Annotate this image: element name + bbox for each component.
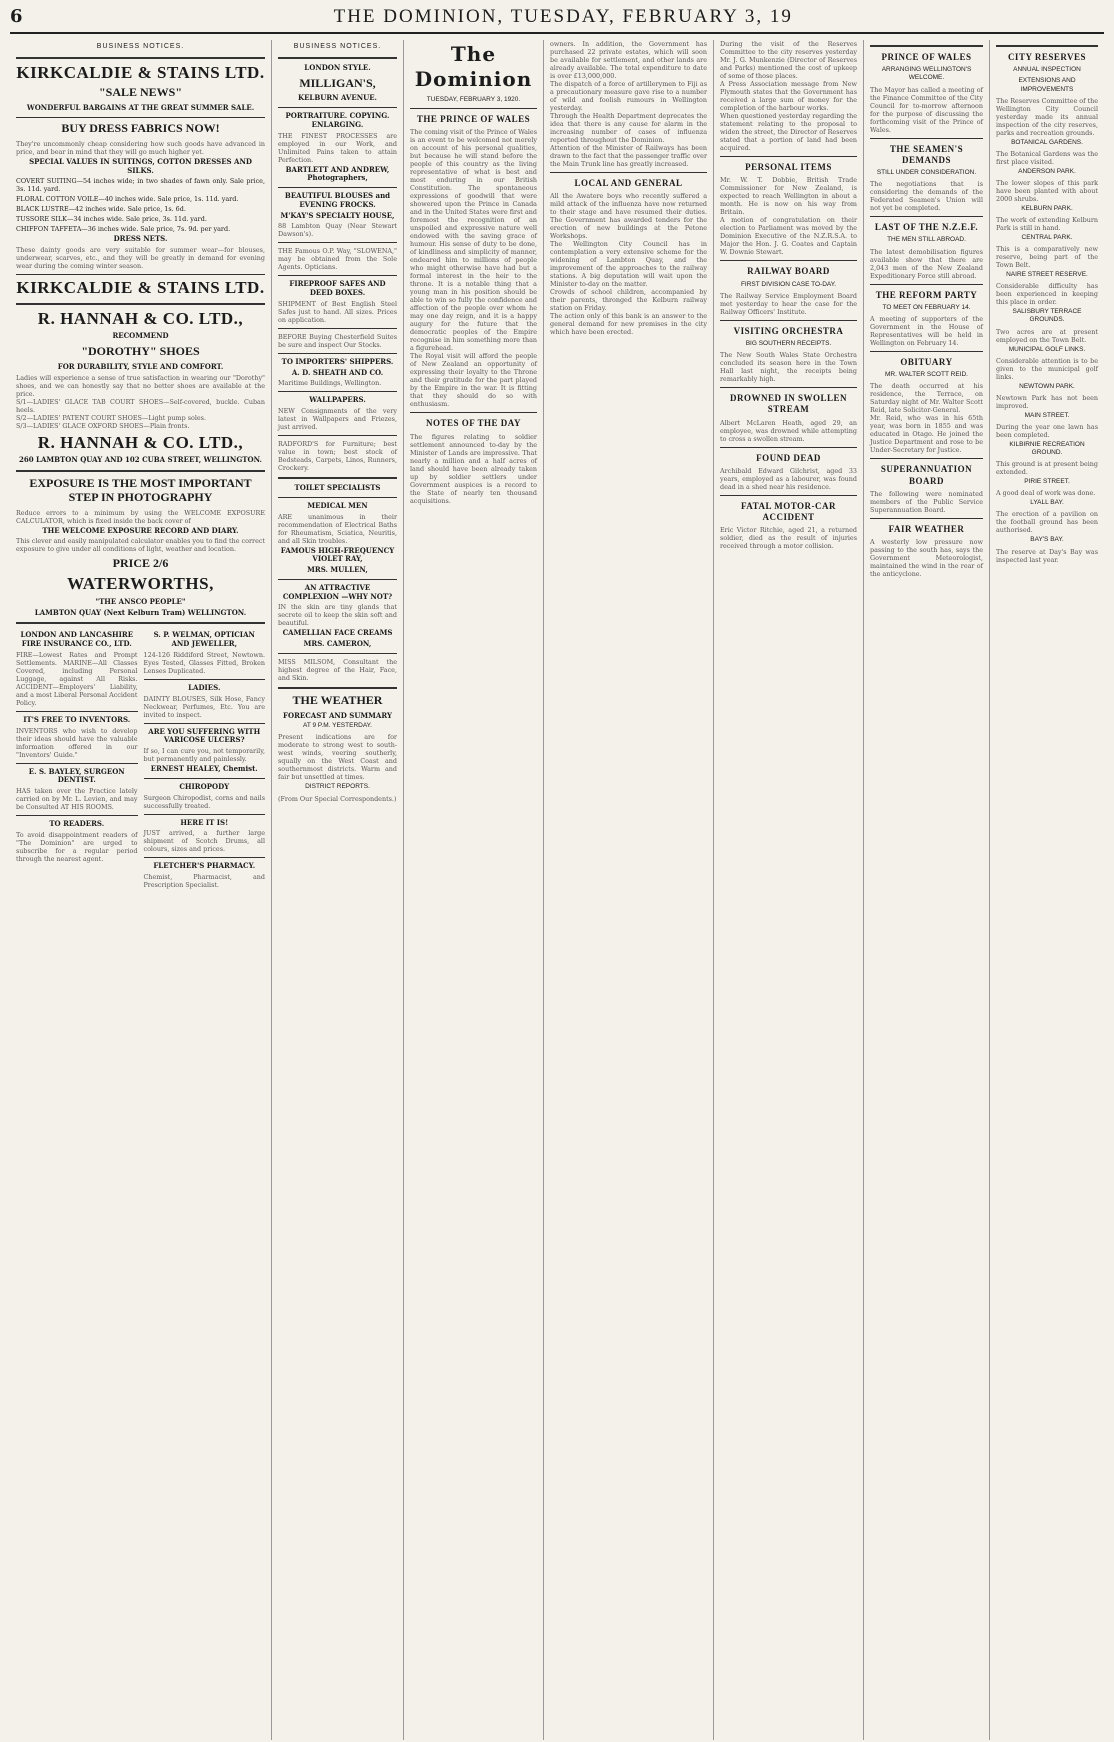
kirk-item: TUSSORE SILK—34 inches wide. Sale price, 3s. 11d. yard. (16, 215, 207, 224)
exposure-sub: THE WELCOME EXPOSURE RECORD AND DIARY. (42, 525, 239, 535)
pirie: PIRIE STREET. (1024, 478, 1070, 486)
toilet: TOILET SPECIALISTS (294, 483, 381, 493)
camellian: CAMELLIAN FACE CREAMS (282, 628, 393, 638)
kirkcaldie-buy: BUY DRESS FABRICS NOW! (61, 120, 220, 135)
kirk-item: BLACK LUSTRE—42 inches wide. Sale price, 1s. 6d. (16, 205, 186, 214)
kirk-item: FLORAL COTTON VOILE—40 inches wide. Sale price, 1s. 11d. yard. (16, 195, 239, 204)
kirkcaldie-sale: "SALE NEWS" (98, 85, 182, 100)
city-sub-2: EXTENSIONS AND IMPROVEMENTS (1018, 77, 1076, 93)
lancashire-title: LONDON AND LANCASHIRE FIRE INSURANCE CO., LTD. (20, 630, 134, 649)
drowned-title: DROWNED IN SWOLLEN STREAM (729, 393, 848, 415)
mullen: MRS. MULLEN, (307, 565, 368, 575)
weather-title: THE WEATHER (292, 692, 383, 707)
readers-title: TO READERS. (49, 819, 105, 829)
fair-weather-title: FAIR WEATHER (888, 523, 965, 534)
bayley-title: E. S. BAYLEY, SURGEON DENTIST. (28, 766, 125, 785)
salisbury: SALISBURY TERRACE GROUNDS. (1012, 308, 1082, 324)
kirk-item: CHIFFON TAFFETA—36 inches wide. Sale price, 7s. 9d. per yard. (16, 225, 231, 234)
london-style: LONDON STYLE. (304, 62, 371, 72)
wallpapers: WALLPAPERS. (309, 395, 366, 405)
main-street: MAIN STREET. (1024, 411, 1070, 419)
kirkcaldie-title: KIRKCALDIE & STAINS LTD. (16, 62, 265, 82)
chiropody-title: CHIROPODY (179, 781, 230, 791)
railway-sub: FIRST DIVISION CASE TO-DAY. (740, 280, 837, 288)
seamen-title: THE SEAMEN'S DEMANDS (889, 143, 964, 165)
editorial-date: TUESDAY, FEBRUARY 3, 1920. (426, 96, 521, 103)
district-reports: DISTRICT REPORTS. (305, 783, 370, 791)
kirkcaldie-tagline: WONDERFUL BARGAINS AT THE GREAT SUMMER SALE. (26, 103, 255, 113)
waterworths-address: LAMBTON QUAY (Next Kelburn Tram) WELLINGTON. (34, 607, 247, 617)
here-title: HERE IT IS! (180, 817, 229, 827)
nzef-title: LAST OF THE N.Z.E.F. (874, 222, 979, 233)
visiting-title: VISITING ORCHESTRA (733, 325, 844, 336)
prince-column: PRINCE OF WALES ARRANGING WELLINGTON'S WELCOME. The Mayor has called a meeting of the Finance Committee of the City Council for to-morrow afternoon for the purpose of discussing the forthcoming visit of the Prince of Wales. THE SEAMEN'S DEMANDS STILL UNDER CONSIDERATION. The negotiations that is considering the demands of the Federated Seamen's Union will not yet be completed. LAST OF THE N.Z.E.F. THE MEN STILL ABROAD. The latest demobilisation figures available show that there are 2,043 men of the New Zealand Expeditionary Force still abroad. THE REFORM PARTY TO MEET ON FEBRUARY 14. A meeting of supporters of the Government in the House of Representatives will be held in Wellington on February 14. OBITUARY MR. WALTER SCOTT REID. The death occurred at his residence, the Terrace, on Saturday night of Mr. Walter Scott Reid, late Solicitor-General. Mr. Reid, who was in his 65th year, was born in 1855 and was educated in Otago. He joined the Justice Department and rose to be Under-Secretary for Justice. SUPERANNUATION BOARD The following were nominated members of the Public Service Superannuation Board. FAIR WEATHER A westerly low pressure now passing to the south has, says the Government Meteorologist, maintained the wind in the rear of the anticyclone. (864, 40, 990, 1740)
fletcher-title: FLETCHER'S PHARMACY. (153, 861, 256, 871)
personal-title: PERSONAL ITEMS (745, 162, 832, 172)
newtown: NEWTOWN PARK. (1019, 382, 1075, 390)
masthead (10, 6, 1104, 34)
editorial-lead-title: THE PRINCE OF WALES (416, 114, 531, 125)
hannah-recommend: RECOMMEND (112, 331, 169, 341)
kelburn-park: KELBURN PARK. (1021, 204, 1073, 212)
varicose-title: ARE YOU SUFFERING WITH VARICOSE ULCERS? (148, 726, 261, 745)
railway-title: RAILWAY BOARD (747, 266, 830, 277)
business-notices-column-2: BUSINESS NOTICES. LONDON STYLE. MILLIGAN'S, KELBURN AVENUE. PORTRAITURE. COPYING. ENLARGING. THE FINEST PROCESSES are employed in our Work, and Unlimited Pains taken to attain Perfection. BARTLETT AND ANDREW, Photographers, BEAUTIFUL BLOUSES and EVENING FROCKS. M'KAY'S SPECIALTY HOUSE, 88 Lambton Quay (Near Stewart Dawson's). THE Famous O.P. Way, "SLOWENA," may be obtained from the Sole Agents. Opticians. FIREPROOF SAFES AND DEED BOXES. SHIPMENT of Best English Steel Safes just to hand. All sizes. Prices on application. BEFORE Buying Chesterfield Suites be sure and inspect Our Stocks. TO IMPORTERS' SHIPPERS. A. D. SHEATH AND CO. Maritime Buildings, Wellington. WALLPAPERS. NEW Consignments of the very latest in Wallpapers and Friezes, just arrived. RADFORD'S for Furniture; best value in town; best stock of Bedsteads, Carpets, Linos, Runners, Crockery. TOILET SPECIALISTS MEDICAL MEN ARE unanimous in their recommendation of Electrical Baths for Rheumatism, Sciatica, Neuritis, and all Skin troubles. FAMOUS HIGH-FREQUENCY VIOLET RAY, MRS. MULLEN, AN ATTRACTIVE COMPLEXION —WHY NOT? IN the skin are tiny glands that secrete oil to keep the skin soft and beautiful. CAMELLIAN FACE CREAMS MRS. CAMERON, MISS MILSOM, Consultant the highest degree of the Hair, Face, and Skin. THE WEATHER FORECAST AND SUMMARY AT 9 P.M. YESTERDAY. Present indications are for moderate to strong west to south-west winds, veering southerly, squally on the West Coast and southernmost districts. Warm and fair but unsettled at times. DISTRICT REPORTS. (From Our Special Correspondents.) (272, 40, 404, 1740)
cameron: MRS. CAMERON, (303, 639, 372, 649)
obituary-title: OBITUARY (900, 356, 953, 367)
nzef-sub: THE MEN STILL ABROAD. (887, 236, 966, 244)
editorial-column: The Dominion TUESDAY, FEBRUARY 3, 1920. THE PRINCE OF WALES The coming visit of the Prince of Wales is an event to be welcomed not merely on account of his personal qualities, but because he will stand before the people of this country as the living representative of what is best and most enduring in our British Constitution. The spontaneous expressions of goodwill that were showered upon the Prince in Canada and in the United States were first and foremost the recognition of an unspoiled and expressive nature well endowed with the saving grace of humour. His sense of duty to be done, of kindliness and simplicity of manner, endeared him to millions of people who might otherwise have had but a formal interest in the heir to the throne. It is a notable thing that a young man in his position should be able to win so fully the confidence and affection of the people over whom he may one day reign, and it is a happy augury for the future that the democratic peoples of the Empire recognise in him something more than a figurehead. The Royal visit will afford the people of New Zealand an opportunity of expressing their loyalty to the Throne and their gratitude for the part played by the Empire in the war. It is fitting that they should do so with enthusiasm. NOTES OF THE DAY The figures relating to soldier settlement announced to-day by the Minister of Lands are impressive. That nearly a million and a half acres of land should have been already taken up by soldier settlers under Government auspices is a record to the State of nearly ten thousand acquisitions. (404, 40, 544, 1740)
waterworths: WATERWORTHS, (67, 574, 214, 594)
masthead-title: THE DOMINION, TUESDAY, FEBRUARY 3, 19 (333, 6, 793, 27)
hannah-title-2: R. HANNAH & CO. LTD., (37, 432, 244, 452)
exposure-price: PRICE 2/6 (112, 556, 169, 571)
news-column: owners. In addition, the Government has purchased 22 private estates, which will soon be available for settlement, and other lands are already available. The total expenditure to date is over £13,000,000. The dispatch of a force of artillerymen to Fiji as a precautionary measure gave rise to a number of wild and foolish rumours in Wellington yesterday. Through the Health Department deprecates the idea that there is any cause for alarm in the increasing number of cases of influenza reported throughout the Dominion. Attention of the Minister of Railways has been drawn to the fact that the passenger traffic over the Main Trunk line has greatly increased. LOCAL AND GENERAL All the Awatere boys who recently suffered a mild attack of the influenza have now returned to their stage and have resumed their duties. The Government has awarded tenders for the erection of new buildings at the Petone Workshops. The Wellington City Council has in contemplation a very extensive scheme for the widening of Lambton Quay, and the improvement of the approaches to the railway stations. A big deputation will wait upon the Minister to-day on the matter. Crowds of school children, accompanied by their parents, thronged the Kelburn railway station on Friday. The action only of this bank is an answer to the general demand for new premises in the city which have been erected. (544, 40, 714, 1740)
notes-title: NOTES OF THE DAY (426, 418, 521, 429)
kelburn: KELBURN AVENUE. (298, 93, 377, 103)
sheath: A. D. SHEATH AND CO. (291, 367, 384, 377)
kilbirnie: KILBIRNIE RECREATION GROUND. (1009, 440, 1085, 456)
hannah-shoes: "DOROTHY" SHOES (81, 344, 200, 359)
importers: TO IMPORTERS' SHIPPERS. (281, 356, 394, 366)
reform-title: THE REFORM PARTY (875, 289, 978, 300)
page-number: 6 (10, 6, 23, 27)
optician-title: S. P. WELMAN, OPTICIAN AND JEWELLER, (153, 630, 255, 649)
naire: NAIRE STREET RESERVE. (1006, 271, 1088, 279)
weather-sub: FORECAST AND SUMMARY (283, 710, 392, 720)
kirk-item: COVERT SUITING—54 inches wide; in two shades of fawn only. Sale price, 3s. 11d. yard. (16, 177, 265, 194)
fatal-title: FATAL MOTOR-CAR ACCIDENT (740, 500, 837, 522)
section-label-2: BUSINESS NOTICES. (293, 43, 382, 50)
hannah-tagline: FOR DURABILITY, STYLE AND COMFORT. (57, 361, 224, 371)
obituary-sub: MR. WALTER SCOTT REID. (885, 371, 968, 379)
city-title: CITY RESERVES (1007, 52, 1087, 62)
found-dead-title: FOUND DEAD (756, 452, 821, 463)
lyall-bay: LYALL BAY. (1030, 499, 1064, 507)
local-general-title: LOCAL AND GENERAL (574, 178, 683, 188)
golf: MUNICIPAL GOLF LINKS. (1008, 345, 1086, 353)
mckays: M'KAY'S SPECIALTY HOUSE, (280, 210, 395, 220)
healey: ERNEST HEALEY, Chemist. (150, 764, 258, 774)
section-label: BUSINESS NOTICES. (96, 43, 185, 50)
bartlett: BARTLETT AND ANDREW, Photographers, (285, 164, 390, 183)
violet: FAMOUS HIGH-FREQUENCY VIOLET RAY, (280, 545, 395, 564)
ladies-title: LADIES. (188, 682, 221, 692)
seamen-sub: STILL UNDER CONSIDERATION. (876, 169, 977, 176)
business-notices-column: BUSINESS NOTICES. KIRKCALDIE & STAINS LTD. "SALE NEWS" WONDERFUL BARGAINS AT THE GREAT SUMMER SALE. BUY DRESS FABRICS NOW! They're uncommonly cheap considering how such goods have advanced in price, and bear in mind that they will go much higher yet. SPECIAL VALUES IN SUITINGS, COTTON DRESSES AND SILKS. COVERT SUITING—54 inches wide; in two shades of fawn only. Sale price, 3s. 11d. yard. FLORAL COTTON VOILE—40 inches wide. Sale price, 1s. 11d. yard. BLACK LUSTRE—42 inches wide. Sale price, 1s. 6d. TUSSORE SILK—34 inches wide. Sale price, 3s. 11d. yard. CHIFFON TAFFETA—36 inches wide. Sale price, 7s. 9d. per yard. DRESS NETS. These dainty goods are very suitable for summer wear—for blouses, underwear, scarves, etc., and they will be greatly in demand for evening wear during the coming winter season. KIRKCALDIE & STAINS LTD. R. HANNAH & CO. LTD., RECOMMEND "DOROTHY" SHOES FOR DURABILITY, STYLE AND COMFORT. Ladies will experience a sense of true satisfaction in wearing our "Dorothy" shoes, and we can honestly say that no better shoes are available at the price. S/1—LADIES' GLACE TAB COURT SHOES—Self-covered, buckle. Cuban heels. S/2—LADIES' PATENT COURT SHOES—Light pump soles. S/3—LADIES' GLACE OXFORD SHOES—Plain fronts. R. HANNAH & CO. LTD., 260 LAMBTON QUAY AND 102 CUBA STREET, WELLINGTON. EXPOSURE IS THE MOST IMPORTANT STEP IN PHOTOGRAPHY Reduce errors to a minimum by using the WELCOME EXPOSURE CALCULATOR, which is fixed inside the back cover of THE WELCOME EXPOSURE RECORD AND DIARY. This clever and easily manipulated calculator enables you to find the correct exposure to give under all conditions of light, weather and location. PRICE 2/6 WATERWORTHS, "THE ANSCO PEOPLE" LAMBTON QUAY (Next Kelburn Tram) WELLINGTON. LONDON AND LANCASHIRE FIRE INSURANCE CO., LTD. FIRE—Lowest Rates and Prompt Settlements. MARINE—All Classes Covered, including Personal Luggage, against All Risks. ACCIDENT—Employers' Liability, and a most Liberal Personal Accident Policy. IT'S FREE TO INVENTORS. INVENTORS who wish to develop their ideas should have the valuable information offered in our "Inventors' Guide." E. S. BAYLEY, SURGEON DENTIST. HAS taken over the Practice lately carried on by Mr. L. Levien, and may be Consulted AT HIS ROOMS. TO READERS. To avoid disappointment readers of "The Dominion" are urged to subscribe for a regular period through the nearest agent. S. P. WELMAN, OPTICIAN AND JEWELLER, 124-126 Riddiford Street, Newtown. Eyes Tested, Glasses Fitted, Broken Lenses Duplicated. LADIES. DAINTY BLOUSES, Silk Hose, Fancy Neckwear, Perfumes, Etc. You are invited to inspect. ARE YOU SUFFERING WITH VARICOSE ULCERS? If so, I can cure you, not temporarily, but permanently and painlessly. ERNEST HEALEY, Chemist. CHIROPODY Surgeon Chiropodist, corns and nails successfully treated. HERE IT IS! JUST arrived, a further large shipment of Scotch Drums, all colours, sizes and prices. FLETCHER'S PHARMACY. Chemist, Pharmacist, and Prescription Specialist. (10, 40, 272, 1740)
milligan: MILLIGAN'S, (299, 75, 376, 90)
hannah-title: R. HANNAH & CO. LTD., (37, 308, 244, 328)
exposure-title: EXPOSURE IS THE MOST IMPORTANT STEP IN PHOTOGRAPHY (29, 476, 252, 504)
inventors-title: IT'S FREE TO INVENTORS. (23, 714, 131, 724)
blouses: BEAUTIFUL BLOUSES and EVENING FROCKS. (284, 191, 391, 209)
reform-sub: TO MEET ON FEBRUARY 14. (882, 303, 971, 311)
fireproof: FIREPROOF SAFES AND DEED BOXES. (289, 279, 386, 298)
visiting-sub: BIG SOUTHERN RECEIPTS. (745, 339, 832, 347)
attractive: AN ATTRACTIVE COMPLEXION —WHY NOT? (282, 582, 393, 601)
city-sub: ANNUAL INSPECTION (1013, 66, 1081, 74)
anderson: ANDERSON PARK. (1018, 167, 1076, 175)
kirkcaldie-special: SPECIAL VALUES IN SUITINGS, COTTON DRESSES AND SILKS. (29, 156, 252, 175)
news-column-2: During the visit of the Reserves Committee to the city reserves yesterday Mr. J. G. Munkenzie (Director of Reserves and Parks) mentioned the cost of upkeep of some of those places. A Press Association message from New Plymouth states that the Government has received a large sum of money for the completion of the harbour works. When questioned yesterday regarding the statement relating to the proposal to widen the street, the Director of Reserves stated that a portion of land had been acquired. PERSONAL ITEMS Mr. W. T. Dobbie, British Trade Commissioner for New Zealand, is expected to reach Wellington in about a month. He is now on his way from Britain. A motion of congratulation on their election to Parliament was moved by the Dominion Executive of the N.Z.R.S.A. to Major the Hon. J. G. Coates and Captain W. Downie Stewart. RAILWAY BOARD FIRST DIVISION CASE TO-DAY. The Railway Service Employment Board met yesterday to hear the case for the Railway Officers' Institute. VISITING ORCHESTRA BIG SOUTHERN RECEIPTS. The New South Wales State Orchestra concluded its season here in the Town Hall last night, the receipts being remarkably high. DROWNED IN SWOLLEN STREAM Albert McLaren Heath, aged 29, an employee, was drowned while attempting to cross a swollen stream. FOUND DEAD Archibald Edward Gilchrist, aged 33 years, employed as a labourer, was found dead in a shed near his residence. FATAL MOTOR-CAR ACCIDENT Eric Victor Ritchie, aged 21, a returned soldier, died as the result of injuries received through a motor collision. (714, 40, 864, 1740)
weather-time: AT 9 P.M. YESTERDAY. (302, 722, 372, 730)
bays-bay: BAY'S BAY. (1030, 536, 1064, 544)
superannuation-title: SUPERANNUATION BOARD (880, 464, 973, 486)
medical: MEDICAL MEN (307, 500, 368, 510)
botanical: BOTANICAL GARDENS. (1011, 138, 1083, 146)
central-park: CENTRAL PARK. (1021, 234, 1073, 241)
waterworths-tag: "THE ANSCO PEOPLE" (95, 596, 186, 606)
prince-sub: ARRANGING WELLINGTON'S WELCOME. (881, 66, 972, 82)
prince-title: PRINCE OF WALES (881, 52, 972, 62)
hannah-address: 260 LAMBTON QUAY AND 102 CUBA STREET, WELLINGTON. (18, 455, 262, 465)
city-reserves-column: CITY RESERVES ANNUAL INSPECTION EXTENSIONS AND IMPROVEMENTS The Reserves Committee of the Wellington City Council yesterday made its annual inspection of the city reserves, parks and recreation grounds. BOTANICAL GARDENS. The Botanical Gardens was the first place visited. ANDERSON PARK. The lower slopes of this park have been planted with about 2000 shrubs. KELBURN PARK. The work of extending Kelburn Park is still in hand. CENTRAL PARK. This is a comparatively new reserve, being part of the Town Belt. NAIRE STREET RESERVE. Considerable difficulty has been experienced in keeping this place in order. SALISBURY TERRACE GROUNDS. Two acres are at present employed on the Town Belt. MUNICIPAL GOLF LINKS. Considerable attention is to be given to the municipal golf links. NEWTOWN PARK. Newtown Park has not been improved. MAIN STREET. During the year one lawn has been completed. KILBIRNIE RECREATION GROUND. This ground is at present being extended. PIRIE STREET. A good deal of work was done. LYALL BAY. The erection of a pavilion on the football ground has been authorised. BAY'S BAY. The reserve at Day's Bay was inspected last year. (990, 40, 1104, 1740)
kirk-nets: DRESS NETS. (113, 234, 168, 244)
portraiture: PORTRAITURE. COPYING. ENLARGING. (285, 111, 390, 129)
kirkcaldie-footer: KIRKCALDIE & STAINS LTD. (16, 278, 265, 298)
paper-title: The Dominion (414, 42, 533, 91)
